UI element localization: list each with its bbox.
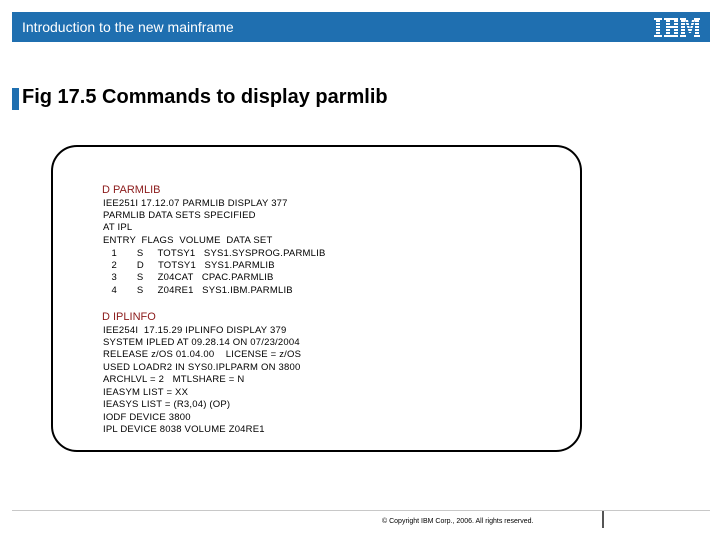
parmlib-line: 2 D TOTSY1 SYS1.PARMLIB <box>103 260 275 271</box>
course-title: Introduction to the new mainframe <box>22 19 234 35</box>
iplinfo-line: IODF DEVICE 3800 <box>103 412 191 423</box>
footer-rule <box>12 510 710 511</box>
parmlib-line: 3 S Z04CAT CPAC.PARMLIB <box>103 272 274 283</box>
slide-title: Fig 17.5 Commands to display parmlib <box>22 86 388 108</box>
ibm-logo <box>654 17 700 38</box>
parmlib-line: 4 S Z04RE1 SYS1.IBM.PARMLIB <box>103 285 293 296</box>
iplinfo-line: SYSTEM IPLED AT 09.28.14 ON 07/23/2004 <box>103 337 300 348</box>
iplinfo-line: IPL DEVICE 8038 VOLUME Z04RE1 <box>103 424 265 435</box>
parmlib-line: ENTRY FLAGS VOLUME DATA SET <box>103 235 273 246</box>
iplinfo-line: RELEASE z/OS 01.04.00 LICENSE = z/OS <box>103 349 302 360</box>
iplinfo-line: USED LOADR2 IN SYS0.IPLPARM ON 3800 <box>103 362 301 373</box>
parmlib-line: AT IPL <box>103 222 133 233</box>
parmlib-command: D PARMLIB <box>102 184 161 196</box>
iplinfo-line: ARCHLVL = 2 MTLSHARE = N <box>103 374 245 385</box>
parmlib-line: 1 S TOTSY1 SYS1.SYSPROG.PARMLIB <box>103 248 326 259</box>
iplinfo-line: IEASYS LIST = (R3,04) (OP) <box>103 399 231 410</box>
iplinfo-line: IEE254I 17.15.29 IPLINFO DISPLAY 379 <box>103 325 287 336</box>
copyright-notice: © Copyright IBM Corp., 2006. All rights reserved. <box>382 518 534 525</box>
iplinfo-line: IEASYM LIST = XX <box>103 387 189 398</box>
iplinfo-command: D IPLINFO <box>102 311 156 323</box>
parmlib-line: IEE251I 17.12.07 PARMLIB DISPLAY 377 <box>103 198 288 209</box>
parmlib-line: PARMLIB DATA SETS SPECIFIED <box>103 210 256 221</box>
title-accent-bar <box>12 88 19 110</box>
footer-divider <box>602 511 604 528</box>
header-bar <box>12 12 710 42</box>
